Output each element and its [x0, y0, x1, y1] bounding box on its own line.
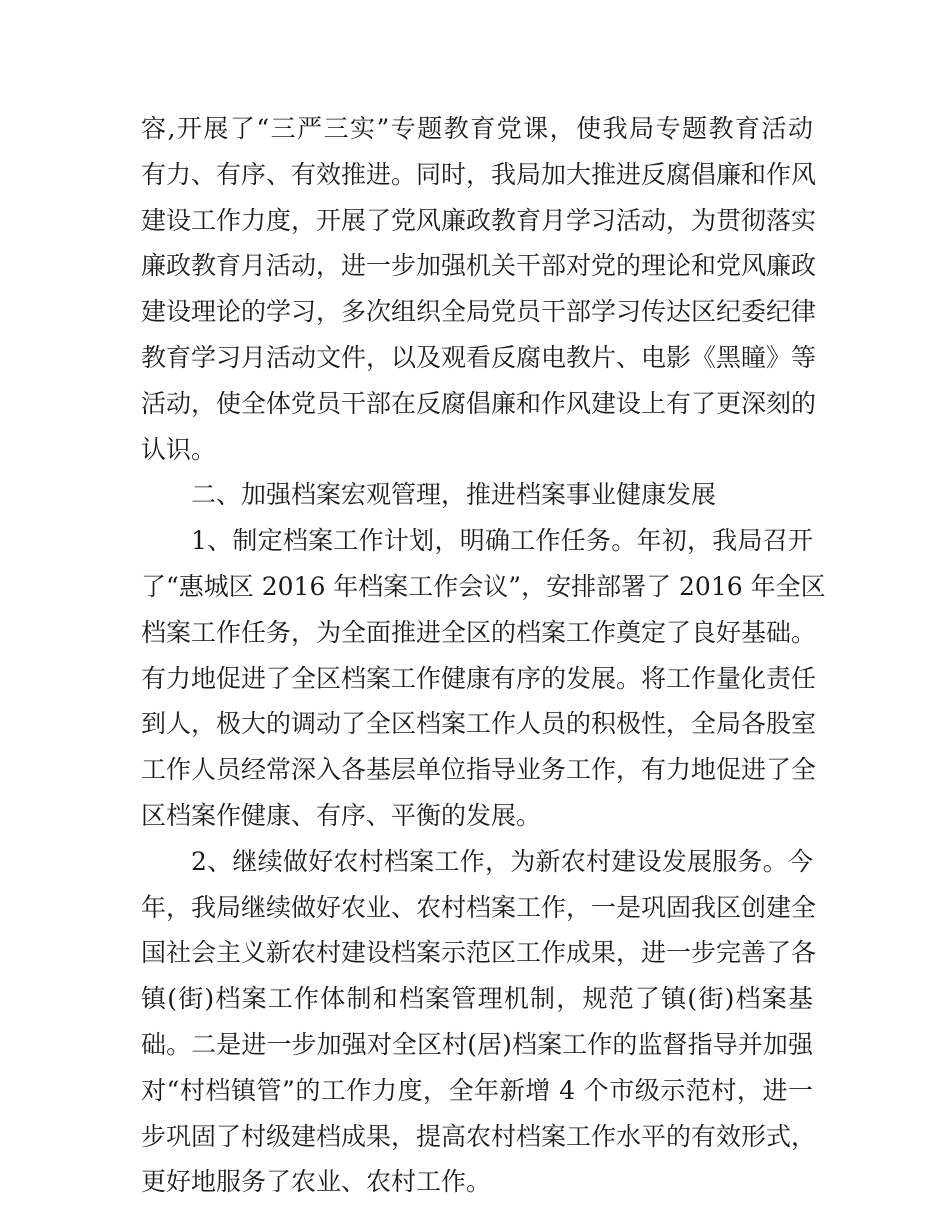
text-line: 建设工作力度，开展了党风廉政教育月学习活动，为贯彻落实	[141, 205, 817, 235]
text-line: 对“村档镇管”的工作力度，全年新增 4 个市级示范村，进一	[141, 1075, 813, 1105]
text-line: 区档案作健康、有序、平衡的发展。	[141, 800, 542, 830]
text-line: 年，我局继续做好农业、农村档案工作，一是巩固我区创建全	[141, 892, 817, 922]
text-line: 1、制定档案工作计划，明确工作任务。年初，我局召开	[191, 526, 813, 556]
text-line: 档案工作任务，为全面推进全区的档案工作奠定了良好基础。	[141, 617, 817, 647]
text-line: 工作人员经常深入各基层单位指导业务工作，有力地促进了全	[141, 755, 817, 785]
text-line: 有力地促进了全区档案工作健康有序的发展。将工作量化责任	[141, 663, 817, 693]
text-line: 活动，使全体党员干部在反腐倡廉和作风建设上有了更深刻的	[141, 388, 817, 418]
text-line: 有力、有序、有效推进。同时，我局加大推进反腐倡廉和作风	[141, 159, 817, 189]
text-line: 廉政教育月活动，进一步加强机关干部对党的理论和党风廉政	[141, 251, 817, 281]
text-line: 步巩固了村级建档成果，提高农村档案工作水平的有效形式，	[141, 1121, 817, 1151]
text-line: 国社会主义新农村建设档案示范区工作成果，进一步完善了各	[141, 938, 817, 968]
text-line: 了“惠城区 2016 年档案工作会议”，安排部署了 2016 年全区	[141, 571, 826, 601]
text-line: 到人，极大的调动了全区档案工作人员的积极性，全局各股室	[141, 709, 817, 739]
text-line: 镇(街)档案工作体制和档案管理机制，规范了镇(街)档案基	[141, 984, 813, 1014]
text-line: 容,开展了“三严三实”专题教育党课，使我局专题教育活动	[141, 114, 813, 143]
text-line: 础。二是进一步加强对全区村(居)档案工作的监督指导并加强	[141, 1029, 813, 1059]
section-heading: 二、加强档案宏观管理，推进档案事业健康发展	[191, 480, 717, 510]
text-line: 更好地服务了农业、农村工作。	[141, 1167, 492, 1197]
text-line: 教育学习月活动文件，以及观看反腐电教片、电影《黑瞳》等	[141, 342, 817, 372]
document-body	[141, 106, 826, 1205]
text-line: 建设理论的学习，多次组织全局党员干部学习传达区纪委纪律	[141, 297, 817, 327]
text-line: 认识。	[141, 434, 217, 464]
text-line: 2、继续做好农村档案工作，为新农村建设发展服务。今	[191, 846, 813, 876]
